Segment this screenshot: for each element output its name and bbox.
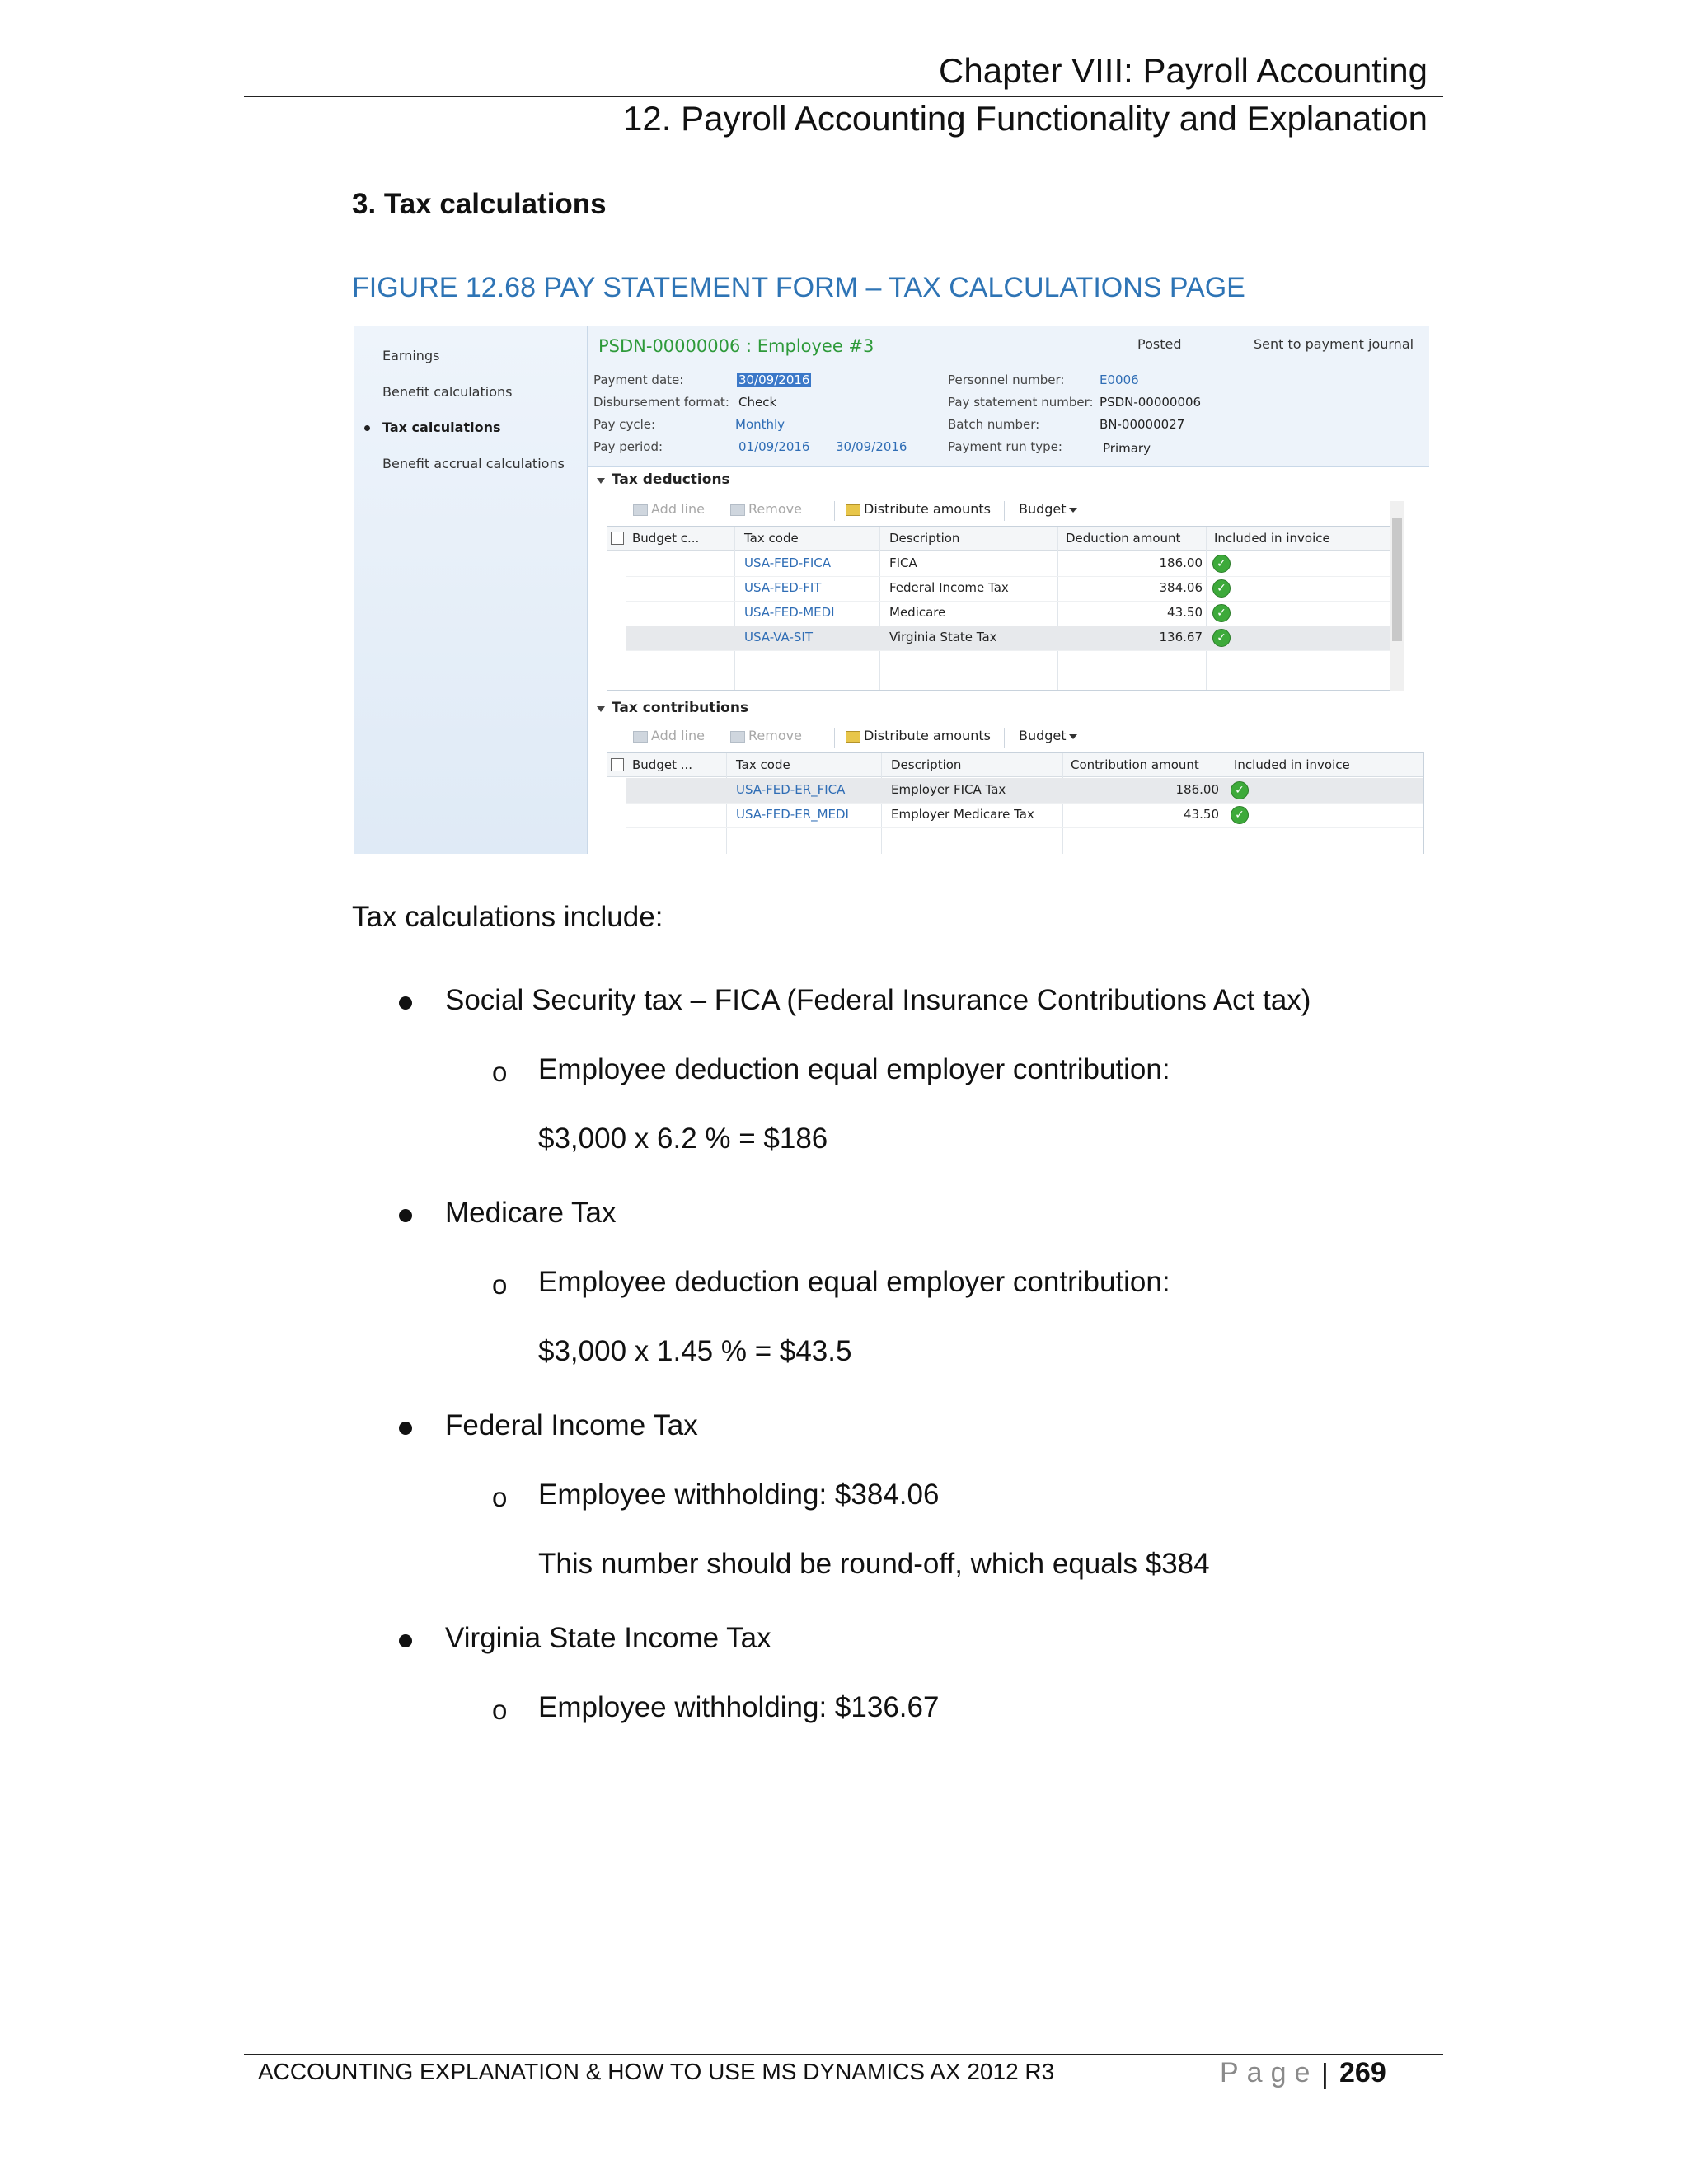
- remove-button[interactable]: Remove: [730, 728, 802, 743]
- deductions-toolbar: [607, 501, 1398, 521]
- list-note: $3,000 x 6.2 % = $186: [538, 1122, 828, 1155]
- tax-contributions-group: [588, 696, 1429, 854]
- footer-rule: [244, 2054, 1443, 2055]
- list-subitem: Employee withholding: $384.06: [538, 1479, 940, 1511]
- chapter-title: Chapter VIII: Payroll Accounting: [939, 51, 1428, 90]
- bullet-icon: [399, 1209, 412, 1222]
- payment-date-value[interactable]: 30/09/2016: [738, 373, 810, 387]
- col-contribution-amount[interactable]: Contribution amount: [1071, 757, 1199, 772]
- list-note: This number should be round-off, which equals $384: [538, 1548, 1210, 1580]
- tax-code-cell[interactable]: USA-VA-SIT: [744, 630, 813, 644]
- status-sent-to-journal: Sent to payment journal: [1254, 336, 1414, 352]
- list-subitem: Employee deduction equal employer contribution:: [538, 1266, 1170, 1298]
- payment-date-label: Payment date:: [593, 373, 684, 387]
- toolbar-divider: [834, 501, 835, 521]
- col-description[interactable]: Description: [891, 757, 962, 772]
- description-cell: Employer FICA Tax: [891, 782, 1006, 797]
- nav-item-earnings[interactable]: Earnings: [382, 348, 440, 363]
- fasttab-nav: [354, 326, 588, 854]
- header-rule: [244, 96, 1443, 97]
- col-included-in-invoice[interactable]: Included in invoice: [1214, 531, 1330, 546]
- deductions-scrollbar[interactable]: [1390, 501, 1404, 691]
- form-title: PSDN-00000006 : Employee #3: [598, 336, 874, 356]
- tax-deductions-grid: [607, 526, 1396, 691]
- section-heading: 3. Tax calculations: [352, 188, 607, 220]
- description-cell: Medicare: [889, 605, 946, 620]
- collapse-triangle-icon[interactable]: [597, 478, 605, 484]
- batch-number-label: Batch number:: [948, 417, 1040, 432]
- description-cell: FICA: [889, 555, 917, 570]
- chevron-down-icon: [1069, 734, 1077, 739]
- pay-cycle-label: Pay cycle:: [593, 417, 656, 432]
- scrollbar-thumb[interactable]: [1392, 518, 1402, 641]
- remove-icon: [730, 504, 745, 516]
- circle-bullet-icon: o: [492, 1057, 508, 1087]
- description-cell: Federal Income Tax: [889, 580, 1009, 595]
- personnel-number-label: Personnel number:: [948, 373, 1065, 387]
- select-all-checkbox[interactable]: [611, 532, 624, 545]
- toolbar-divider: [834, 728, 835, 748]
- table-row-selected[interactable]: [626, 626, 1395, 651]
- table-row[interactable]: [626, 576, 1395, 602]
- collapse-triangle-icon[interactable]: [597, 706, 605, 712]
- grid-header: [607, 753, 1423, 777]
- nav-item-tax-calculations[interactable]: Tax calculations: [382, 419, 501, 435]
- description-cell: Employer Medicare Tax: [891, 807, 1034, 822]
- amount-cell: 186.00: [1175, 782, 1219, 797]
- list-subitem: Employee withholding: $136.67: [538, 1691, 940, 1723]
- distribute-amounts-button[interactable]: Distribute amounts: [846, 501, 991, 517]
- pay-statement-screenshot: [354, 326, 1429, 854]
- payment-run-type-value: Primary: [1103, 441, 1151, 456]
- check-icon: ✓: [1212, 604, 1231, 622]
- budget-menu-button[interactable]: Budget: [1019, 501, 1077, 517]
- pay-period-to[interactable]: 30/09/2016: [836, 439, 907, 454]
- bullet-icon: [399, 1634, 412, 1647]
- col-included-in-invoice[interactable]: Included in invoice: [1234, 757, 1350, 772]
- add-line-button[interactable]: Add line: [633, 728, 705, 743]
- contributions-toolbar: [607, 728, 1398, 748]
- distribute-amounts-button[interactable]: Distribute amounts: [846, 728, 991, 743]
- circle-bullet-icon: o: [492, 1482, 508, 1512]
- tax-code-cell[interactable]: USA-FED-FICA: [744, 555, 831, 570]
- circle-bullet-icon: o: [492, 1694, 508, 1725]
- amount-cell: 186.00: [1159, 555, 1203, 570]
- page-separator: |: [1321, 2059, 1329, 2090]
- check-icon: ✓: [1212, 579, 1231, 598]
- table-row[interactable]: [626, 551, 1395, 577]
- intro-text: Tax calculations include:: [352, 901, 663, 933]
- circle-bullet-icon: o: [492, 1269, 508, 1300]
- table-row-selected[interactable]: [626, 778, 1423, 804]
- remove-button[interactable]: Remove: [730, 501, 802, 517]
- check-icon: ✓: [1212, 555, 1231, 573]
- col-budget[interactable]: Budget c...: [632, 531, 700, 546]
- grid-header: [607, 527, 1395, 551]
- list-item: Social Security tax – FICA (Federal Insurance Contributions Act tax): [445, 984, 1311, 1016]
- payment-run-type-label: Payment run type:: [948, 439, 1062, 454]
- table-row[interactable]: [626, 601, 1395, 626]
- add-line-button[interactable]: Add line: [633, 501, 705, 517]
- tax-code-cell[interactable]: USA-FED-ER_MEDI: [736, 807, 849, 822]
- pay-statement-number-label: Pay statement number:: [948, 395, 1094, 410]
- amount-cell: 136.67: [1159, 630, 1203, 644]
- select-all-checkbox[interactable]: [611, 758, 624, 771]
- pay-period-label: Pay period:: [593, 439, 663, 454]
- active-bullet-icon: [364, 425, 370, 431]
- tax-code-cell[interactable]: USA-FED-FIT: [744, 580, 822, 595]
- batch-number-value: BN-00000027: [1100, 417, 1185, 432]
- tax-deductions-group: [588, 468, 1429, 692]
- nav-item-benefit-calculations[interactable]: Benefit calculations: [382, 384, 513, 400]
- add-line-icon: [633, 504, 648, 516]
- budget-menu-button[interactable]: Budget: [1019, 728, 1077, 743]
- tax-contributions-title[interactable]: Tax contributions: [612, 700, 749, 716]
- col-description[interactable]: Description: [889, 531, 960, 546]
- description-cell: Virginia State Tax: [889, 630, 997, 644]
- toolbar-divider: [1004, 728, 1005, 748]
- col-deduction-amount[interactable]: Deduction amount: [1066, 531, 1181, 546]
- list-note: $3,000 x 1.45 % = $43.5: [538, 1335, 852, 1367]
- tax-deductions-title[interactable]: Tax deductions: [612, 471, 730, 488]
- add-line-icon: [633, 731, 648, 743]
- status-posted: Posted: [1137, 336, 1182, 352]
- col-tax-code[interactable]: Tax code: [744, 531, 799, 546]
- bullet-icon: [399, 996, 412, 1010]
- page-number: 269: [1339, 2057, 1386, 2088]
- figure-caption: FIGURE 12.68 PAY STATEMENT FORM – TAX CALCULATIONS PAGE: [352, 272, 1245, 303]
- list-item: Medicare Tax: [445, 1197, 617, 1229]
- personnel-number-value[interactable]: E0006: [1100, 373, 1139, 387]
- col-tax-code[interactable]: Tax code: [736, 757, 790, 772]
- amount-cell: 43.50: [1167, 605, 1203, 620]
- tax-code-cell[interactable]: USA-FED-MEDI: [744, 605, 835, 620]
- list-item: Federal Income Tax: [445, 1409, 698, 1441]
- footer-title: ACCOUNTING EXPLANATION & HOW TO USE MS DYNAMICS AX 2012 R3: [258, 2059, 1055, 2084]
- table-row[interactable]: [626, 803, 1423, 828]
- pay-cycle-value[interactable]: Monthly: [735, 417, 785, 432]
- amount-cell: 384.06: [1159, 580, 1203, 595]
- remove-icon: [730, 731, 745, 743]
- page-label: Page: [1220, 2057, 1319, 2088]
- check-icon: ✓: [1231, 781, 1249, 799]
- chevron-down-icon: [1069, 508, 1077, 513]
- tax-code-cell[interactable]: USA-FED-ER_FICA: [736, 782, 846, 797]
- check-icon: ✓: [1212, 629, 1231, 647]
- distribute-icon: [846, 731, 860, 743]
- amount-cell: 43.50: [1184, 807, 1219, 822]
- section-title: 12. Payroll Accounting Functionality and Explanation: [623, 99, 1428, 138]
- tax-contributions-grid: [607, 752, 1424, 854]
- form-header: [588, 326, 1429, 467]
- disbursement-label: Disbursement format:: [593, 395, 729, 410]
- check-icon: ✓: [1231, 806, 1249, 824]
- bullet-icon: [399, 1422, 412, 1435]
- toolbar-divider: [1004, 501, 1005, 521]
- pay-statement-number-value: PSDN-00000006: [1100, 395, 1202, 410]
- disbursement-value[interactable]: Check: [738, 395, 777, 410]
- pay-period-from[interactable]: 01/09/2016: [738, 439, 810, 454]
- distribute-icon: [846, 504, 860, 516]
- list-item: Virginia State Income Tax: [445, 1622, 771, 1654]
- col-budget[interactable]: Budget ...: [632, 757, 693, 772]
- list-subitem: Employee deduction equal employer contribution:: [538, 1053, 1170, 1085]
- nav-item-benefit-accrual-calculations[interactable]: Benefit accrual calculations: [382, 456, 565, 471]
